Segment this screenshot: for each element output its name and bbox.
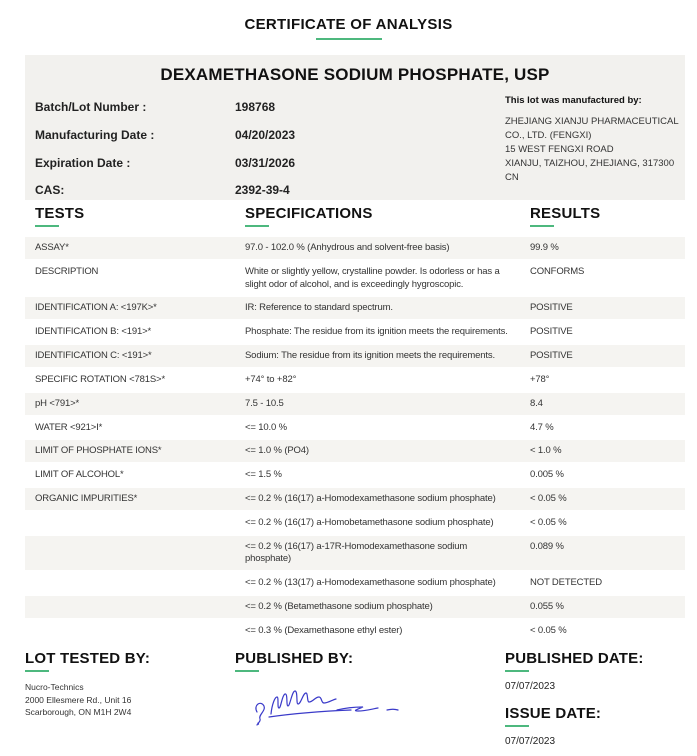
- expiration-date-field: [35, 156, 495, 170]
- table-row: [25, 369, 685, 393]
- table-row: [25, 620, 685, 644]
- specification-cell: <= 0.2 % (Betamethasone sodium phosphate): [245, 601, 433, 612]
- published-by-heading: PUBLISHED BY:: [235, 650, 475, 672]
- specification-cell: 97.0 - 102.0 % (Anhydrous and solvent-free basis): [245, 242, 450, 253]
- lab-address-line: Scarborough, ON M1H 2W4: [25, 707, 132, 717]
- test-name-cell: [25, 620, 235, 642]
- result-cell: +78°: [530, 373, 550, 385]
- table-row: [25, 345, 685, 369]
- table-body: [25, 237, 685, 644]
- batch-lot-value: 198768: [235, 100, 276, 114]
- table-row: [25, 440, 685, 464]
- result-cell: 0.089 %: [530, 540, 564, 552]
- dates-section: [505, 650, 690, 747]
- test-name-cell: [25, 572, 235, 594]
- table-row: [25, 297, 685, 321]
- test-name-cell: DESCRIPTION: [35, 265, 99, 277]
- result-cell: 99.9 %: [530, 242, 559, 253]
- test-name-cell: IDENTIFICATION C: <191>*: [35, 350, 152, 362]
- specification-cell: +74° to +82°: [245, 373, 297, 385]
- manufacturer-block: [505, 95, 680, 185]
- specification-cell: <= 0.2 % (16(17) a-Homodexamethasone sodium phosphate): [245, 492, 496, 504]
- test-name-cell: ORGANIC IMPURITIES*: [35, 492, 138, 504]
- results-table: [25, 205, 685, 644]
- issue-date-heading: ISSUE DATE:: [505, 705, 690, 727]
- specification-cell: <= 0.2 % (13(17) a-Homodexamethasone sodium phosphate): [245, 577, 496, 589]
- lab-address-line: Nucro-Technics: [25, 682, 84, 692]
- test-name-cell: ASSAY*: [35, 242, 69, 253]
- table-row: [25, 596, 685, 620]
- specification-cell: <= 0.3 % (Dexamethasone ethyl ester): [245, 624, 403, 636]
- table-row: [25, 417, 685, 441]
- cas-label: CAS:: [35, 183, 65, 197]
- manufacturer-heading: This lot was manufactured by:: [505, 95, 642, 106]
- batch-lot-label: Batch/Lot Number :: [35, 100, 147, 114]
- published-by-section: [235, 650, 475, 730]
- manufacturer-address: [505, 115, 680, 185]
- lab-address-line: 2000 Ellesmere Rd., Unit 16: [25, 694, 132, 705]
- test-name-cell: pH <791>*: [35, 397, 80, 409]
- specification-cell: Phosphate: The residue from its ignition meets the requirements.: [245, 326, 508, 338]
- specification-cell: <= 0.2 % (16(17) a-17R-Homodexamethasone sodium phosphate): [245, 540, 468, 565]
- lot-tested-by-heading: LOT TESTED BY:: [25, 650, 225, 672]
- batch-lot-field: [35, 100, 495, 114]
- specification-cell: <= 0.2 % (16(17) a-Homobetamethasone sodium phosphate): [245, 516, 494, 528]
- lab-address: [25, 681, 225, 719]
- specification-cell: White or slightly yellow, crystalline powder. Is odorless or has a slight odor of alcohol, and is exceedingly hygroscopic.: [245, 265, 500, 290]
- cas-field: [35, 183, 495, 197]
- specification-cell: IR: Reference to standard spectrum.: [245, 302, 393, 314]
- manufacturing-date-field: [35, 128, 495, 142]
- table-row: [25, 512, 685, 536]
- results-column-header: RESULTS: [520, 205, 685, 227]
- result-cell: POSITIVE: [530, 302, 573, 314]
- result-cell: 4.7 %: [530, 421, 554, 433]
- manufacturer-address-line: 15 WEST FENGXI ROAD: [505, 144, 614, 155]
- test-name-cell: LIMIT OF ALCOHOL*: [35, 469, 124, 481]
- published-date-value: 07/07/2023: [505, 681, 556, 692]
- result-cell: < 0.05 %: [530, 492, 567, 504]
- test-name-cell: SPECIFIC ROTATION <781S>*: [35, 373, 165, 385]
- specification-cell: 7.5 - 10.5: [245, 397, 284, 409]
- specification-cell: <= 10.0 %: [245, 421, 287, 433]
- result-cell: POSITIVE: [530, 326, 573, 338]
- expiration-date-label: Expiration Date :: [35, 156, 131, 170]
- result-cell: 0.005 %: [530, 469, 564, 481]
- result-cell: POSITIVE: [530, 350, 573, 362]
- result-cell: < 0.05 %: [530, 624, 567, 636]
- lot-tested-by-section: [25, 650, 225, 719]
- table-row: [25, 393, 685, 417]
- table-row: [25, 572, 685, 596]
- table-row: [25, 321, 685, 345]
- result-cell: < 1.0 %: [530, 445, 562, 457]
- published-date-heading: PUBLISHED DATE:: [505, 650, 690, 672]
- specification-cell: <= 1.0 % (PO4): [245, 445, 309, 457]
- manufacturing-date-label: Manufacturing Date :: [35, 128, 155, 142]
- certificate-title: CERTIFICATE OF ANALYSIS: [0, 0, 697, 40]
- product-info-panel: [25, 55, 685, 200]
- test-name-cell: [25, 596, 235, 618]
- result-cell: 8.4: [530, 397, 543, 409]
- test-name-cell: WATER <921>I*: [35, 421, 103, 433]
- test-name-cell: [25, 512, 235, 534]
- table-row: [25, 237, 685, 261]
- test-name-cell: IDENTIFICATION B: <191>*: [35, 326, 152, 338]
- table-row: [25, 488, 685, 512]
- table-row: [25, 536, 685, 573]
- manufacturer-address-line: XIANJU, TAIZHOU, ZHEJIANG, 317300: [505, 158, 675, 169]
- result-cell: CONFORMS: [530, 265, 585, 277]
- manufacturer-address-line: CO., LTD. (FENGXI): [505, 130, 592, 141]
- product-name: DEXAMETHASONE SODIUM PHOSPHATE, USP: [160, 65, 550, 84]
- signature-icon: [245, 678, 475, 730]
- test-name-cell: IDENTIFICATION A: <197K>*: [35, 302, 157, 314]
- result-cell: NOT DETECTED: [530, 577, 602, 589]
- result-cell: < 0.05 %: [530, 516, 567, 528]
- table-row: [25, 261, 685, 298]
- test-name-cell: LIMIT OF PHOSPHATE IONS*: [35, 445, 162, 457]
- specifications-column-header: SPECIFICATIONS: [235, 205, 520, 227]
- manufacturer-address-line: CN: [505, 172, 519, 183]
- table-header-row: [25, 205, 685, 227]
- specification-cell: <= 1.5 %: [245, 469, 282, 481]
- table-row: [25, 464, 685, 488]
- issue-date-value: 07/07/2023: [505, 736, 556, 747]
- specification-cell: Sodium: The residue from its ignition meets the requirements.: [245, 350, 495, 362]
- test-name-cell: [25, 536, 235, 571]
- manufacturing-date-value: 04/20/2023: [235, 128, 296, 142]
- manufacturer-address-line: ZHEJIANG XIANJU PHARMACEUTICAL: [505, 116, 679, 127]
- result-cell: 0.055 %: [530, 601, 564, 612]
- cas-value: 2392-39-4: [235, 183, 290, 197]
- expiration-date-value: 03/31/2026: [235, 156, 296, 170]
- tests-column-header: TESTS: [25, 205, 235, 227]
